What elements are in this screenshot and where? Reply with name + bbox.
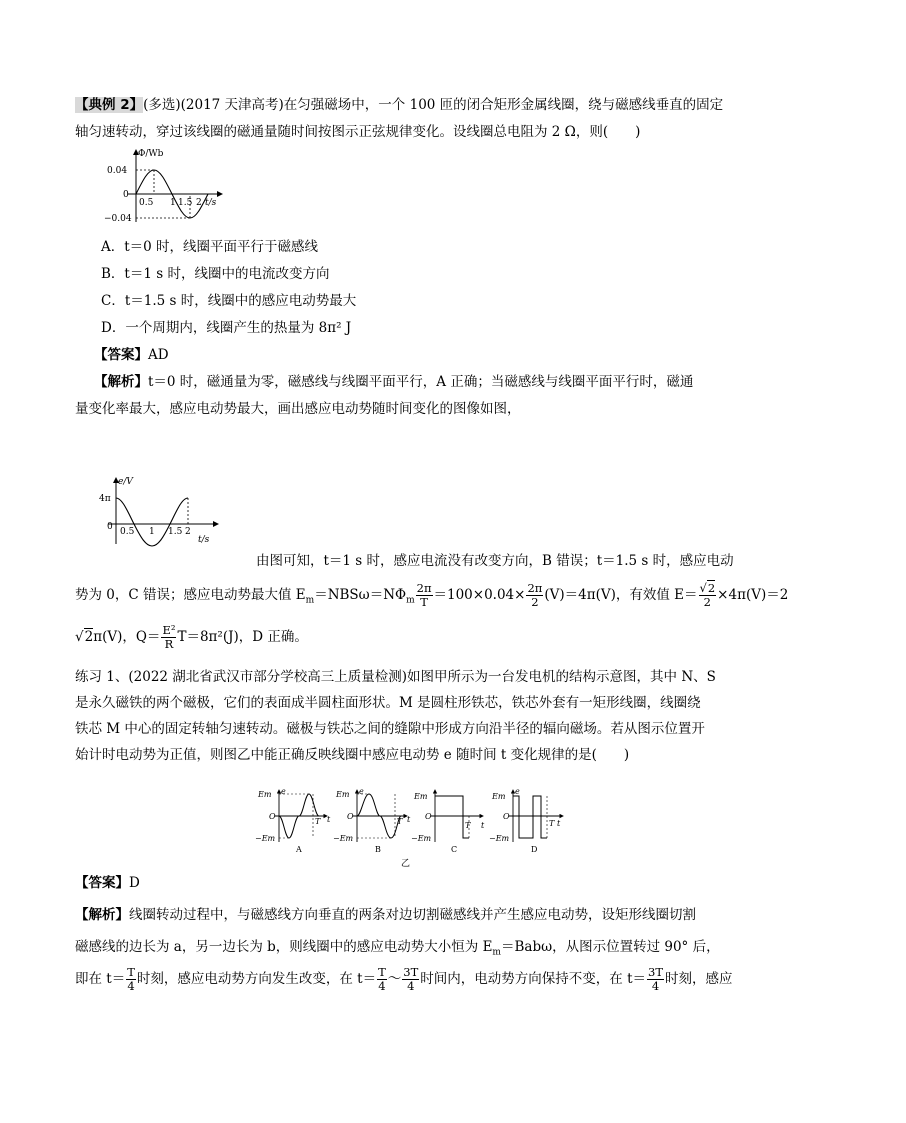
panel-label-d: D bbox=[531, 845, 538, 854]
panel-label-a: A bbox=[296, 845, 302, 854]
panel-c bbox=[411, 790, 485, 854]
flux-xtick: 1.5 bbox=[178, 198, 193, 208]
flux-tick-neg: −0.04 bbox=[104, 214, 132, 224]
flux-tick-zero: 0 bbox=[123, 190, 129, 200]
example-analysis-line1: 【解析】t＝0 时，磁通量为零，磁感线与线圈平面平行，A 正确；当磁感线与线圈平面平行时，磁通 bbox=[94, 374, 694, 390]
svg-text:t: t bbox=[327, 815, 331, 824]
example-analysis-line2: 量变化率最大，感应电动势最大，画出感应电动势随时间变化的图像如图， bbox=[75, 401, 521, 417]
emf-xtick: 1.5 bbox=[168, 527, 183, 537]
example-question-line1: 【典例 2】(多选)(2017 天津高考)在匀强磁场中，一个 100 匝的闭合矩形金属线圈，绕与磁感线垂直的固定 bbox=[75, 97, 724, 113]
emf-graph bbox=[96, 474, 226, 546]
flux-xlabel: t/s bbox=[205, 198, 217, 208]
svg-text:Em: Em bbox=[414, 792, 428, 801]
option-b: B．t＝1 s 时，线圈中的电流改变方向 bbox=[101, 266, 330, 282]
emf-xtick: 0.5 bbox=[120, 527, 135, 537]
emf-tick-pos: 4π bbox=[99, 494, 111, 504]
emf-ylabel: e/V bbox=[118, 477, 133, 487]
svg-text:e: e bbox=[359, 787, 364, 796]
flux-graph bbox=[104, 146, 228, 226]
svg-text:−Em: −Em bbox=[333, 834, 354, 843]
example-question-line2: 轴匀速转动，穿过该线圈的磁通量随时间按图示正弦规律变化。设线圈总电阻为 2 Ω，则( ) bbox=[75, 124, 641, 140]
exercise-line3: 铁芯 M 中心的固定转轴匀速转动。磁极与铁芯之间的缝隙中形成方向沿半径的辐向磁场。若从图示位置开 bbox=[75, 721, 705, 737]
svg-text:O: O bbox=[425, 812, 432, 821]
exercise-answer: 【答案】D bbox=[75, 875, 140, 891]
svg-text:O: O bbox=[347, 812, 354, 821]
svg-text:e: e bbox=[515, 787, 520, 796]
option-d: D．一个周期内，线圈产生的热量为 8π² J bbox=[101, 320, 352, 336]
svg-text:T: T bbox=[315, 817, 321, 826]
svg-text:O: O bbox=[269, 812, 276, 821]
svg-text:O: O bbox=[503, 812, 510, 821]
flux-xtick: 1 bbox=[170, 198, 176, 208]
emf-xtick: 1 bbox=[149, 527, 155, 537]
exercise-line1: 练习 1、(2022 湖北省武汉市部分学校高三上质量检测)如图甲所示为一台发电机的结构示意图，其中 N、S bbox=[75, 669, 716, 685]
flux-xtick: 2 bbox=[196, 198, 202, 208]
svg-text:t: t bbox=[481, 821, 485, 830]
panel-label-b: B bbox=[375, 845, 381, 854]
panel-a bbox=[255, 787, 331, 854]
example-tag: 【典例 2】 bbox=[75, 97, 144, 113]
panel-d bbox=[489, 787, 563, 854]
panel-b bbox=[333, 787, 411, 854]
exercise-analysis-line1: 【解析】线圈转动过程中，与磁感线方向垂直的两条对边切割磁感线并产生感应电动势，设矩形线圈切割 bbox=[75, 907, 696, 923]
exercise-line4: 始计时电动势为正值，则图乙中能正确反映线圈中感应电动势 e 随时间 t 变化规律的是( ) bbox=[75, 747, 630, 763]
flux-xtick: 0.5 bbox=[139, 198, 154, 208]
flux-tick-pos: 0.04 bbox=[107, 166, 128, 176]
emf-xtick: 2 bbox=[185, 527, 191, 537]
exercise-line2: 是永久磁铁的两个磁极，它们的表面成半圆柱面形状。M 是圆柱形铁芯，铁芯外套有一矩形线圈，线圈绕 bbox=[75, 695, 701, 711]
example-analysis-line5: √2π(V)，Q＝ $\frac{\text{E²}}{R}$ T＝8π²(J)，D 正确。 bbox=[75, 623, 308, 651]
emf-tick-zero: 0 bbox=[107, 522, 113, 532]
example-analysis-line3: 由图可知，t＝1 s 时，感应电流没有改变方向，B 错误；t＝1.5 s 时，感应电动 bbox=[256, 553, 734, 569]
flux-ylabel: Φ/Wb bbox=[138, 149, 164, 159]
svg-text:Em: Em bbox=[258, 790, 272, 799]
svg-text:Em: Em bbox=[336, 790, 350, 799]
svg-text:t: t bbox=[557, 819, 561, 828]
svg-text:−Em: −Em bbox=[411, 834, 432, 843]
figure-caption: 乙 bbox=[401, 859, 411, 869]
example-answer: 【答案】AD bbox=[94, 347, 169, 363]
panel-label-c: C bbox=[451, 845, 458, 854]
svg-text:T: T bbox=[465, 821, 471, 830]
option-c: C．t＝1.5 s 时，线圈中的感应电动势最大 bbox=[101, 293, 357, 309]
exercise-analysis-line3: 即在 t＝ $\frac{T}{4}$ 时刻，感应电动势方向发生改变，在 t＝ $\frac{T}{4}$ ～ $\frac{3T}{4}$ 时间内，电动势方向保持不变，在 t＝ $\frac{3T}{4}$ 时刻，感应 bbox=[75, 965, 733, 993]
emf-xlabel: t/s bbox=[198, 535, 210, 545]
svg-text:t: t bbox=[407, 815, 411, 824]
option-a: A．t＝0 时，线圈平面平行于磁感线 bbox=[101, 239, 319, 255]
svg-text:Em: Em bbox=[492, 792, 506, 801]
exercise-analysis-line2: 磁感线的边长为 a，另一边长为 b，则线圈中的感应电动势大小恒为 $E_m=Bab\omega$，从图示位置转过 90° 后， bbox=[75, 939, 720, 958]
svg-text:e: e bbox=[281, 787, 286, 796]
example-analysis-line4: 势为 0，C 错误；感应电动势最大值 $E_m=NBS\omega=N\Phi_m$ $\frac{2\pi}{T}$ ＝100×0.04× $\frac{2\pi}{2}$ (V)＝4π(V)，有效值 E＝ $\frac{√2}{2}$ ×4π(V)＝2 bbox=[75, 581, 789, 609]
svg-text:−Em: −Em bbox=[489, 834, 510, 843]
svg-text:T: T bbox=[549, 819, 555, 828]
svg-text:T: T bbox=[397, 817, 403, 826]
figure-yi bbox=[255, 786, 565, 868]
svg-text:−Em: −Em bbox=[255, 834, 276, 843]
